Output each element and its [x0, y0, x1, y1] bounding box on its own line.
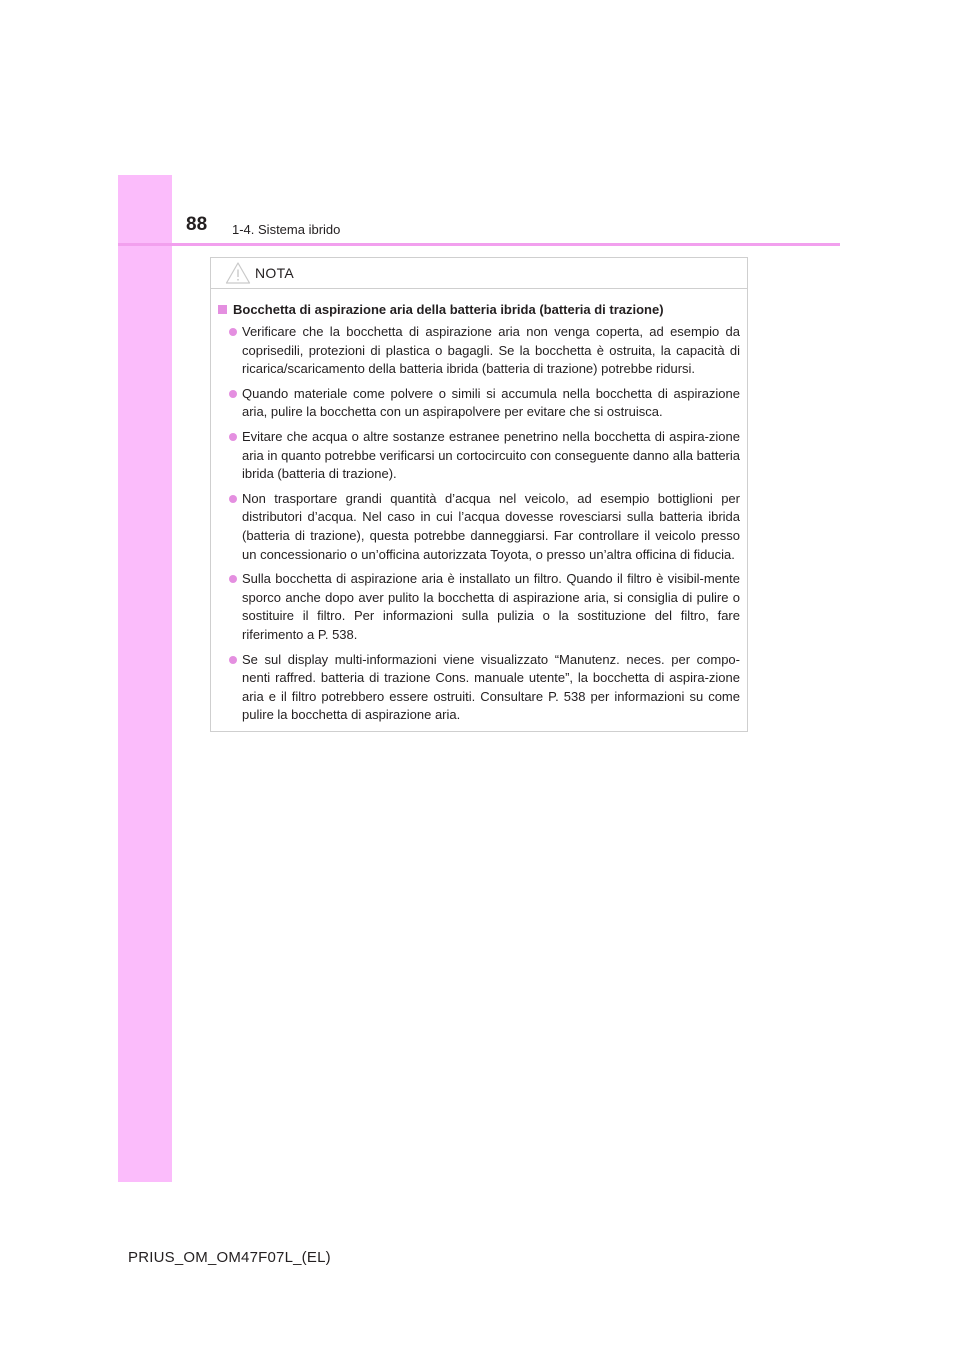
list-item-text: Sulla bocchetta di aspirazione aria è installato un filtro. Quando il filtro è visibil-mente sporco anche dopo aver pulito la bocchetta di aspirazione aria, si consiglia di pulire o sostituire il filtro. Per informazioni sulla pulizia o la sostituzione del filtro, fare riferimento a P. 538. — [242, 571, 740, 642]
note-label: NOTA — [255, 265, 295, 281]
round-bullet-icon — [229, 390, 237, 398]
round-bullet-icon — [229, 433, 237, 441]
section-title: 1-4. Sistema ibrido — [232, 222, 341, 237]
list-item-text: Quando materiale come polvere o simili si accumula nella bocchetta di aspirazione aria, pulire la bocchetta con un aspirapolvere per evitare che si ostruisca. — [242, 385, 740, 420]
round-bullet-icon — [229, 328, 237, 336]
list-item-text: Verificare che la bocchetta di aspirazione aria non venga coperta, ad esempio da coprisedili, protezioni di plastica o bagagli. Se la bocchetta è ostruita, la capacità di ricarica/scaricamento della batteria ibrida (batteria di trazione) potrebbe ridursi. — [242, 324, 740, 377]
round-bullet-icon — [229, 656, 237, 664]
header-rule — [118, 243, 840, 246]
list-item — [217, 490, 740, 564]
list-item-text: Evitare che acqua o altre sostanze estranee penetrino nella bocchetta di aspira-zione aria in quanto potrebbe verificarsi un cortocircuito con conseguente danno alla batteria ibrida (batteria di trazione). — [242, 428, 740, 482]
document-code: PRIUS_OM_OM47F07L_(EL) — [128, 1249, 331, 1266]
note-box — [210, 257, 748, 732]
list-item — [217, 651, 740, 725]
page-number: 88 — [186, 214, 208, 235]
round-bullet-icon — [229, 575, 237, 583]
note-header — [211, 258, 747, 289]
list-item-text: Se sul display multi-informazioni viene visualizzato “Manutenz. neces. per compo-nenti raffred. batteria di trazione Cons. manuale utente”, la bocchetta di aspira-zione aria e il filtro potrebbero essere ostruiti. Consultare P. 538 per informazioni su come pulire la bocchetta di aspirazione aria. — [242, 651, 740, 723]
square-bullet-icon — [218, 305, 227, 314]
note-subheading-text: Bocchetta di aspirazione aria della batteria ibrida (batteria di trazione) — [233, 302, 664, 317]
bullet-list — [217, 323, 740, 725]
side-color-band — [118, 175, 172, 1182]
list-item — [217, 323, 740, 379]
note-body — [211, 289, 747, 725]
list-item — [217, 385, 740, 422]
list-item-text: Non trasportare grandi quantità d’acqua nel veicolo, ad esempio bottiglioni per distributori d’acqua. Nel caso in cui l’acqua dovesse rovesciarsi sulla batteria ibrida (batteria di trazione), questa potrebbe danneggiarsi. Far controllare il veicolo presso un concessionario o un’officina autorizzata Toyota, o presso un’altra officina di fiducia. — [242, 490, 740, 562]
warning-triangle-icon — [225, 261, 251, 285]
list-item — [217, 428, 740, 484]
list-item — [217, 570, 740, 644]
round-bullet-icon — [229, 495, 237, 503]
note-subheading — [217, 301, 740, 319]
